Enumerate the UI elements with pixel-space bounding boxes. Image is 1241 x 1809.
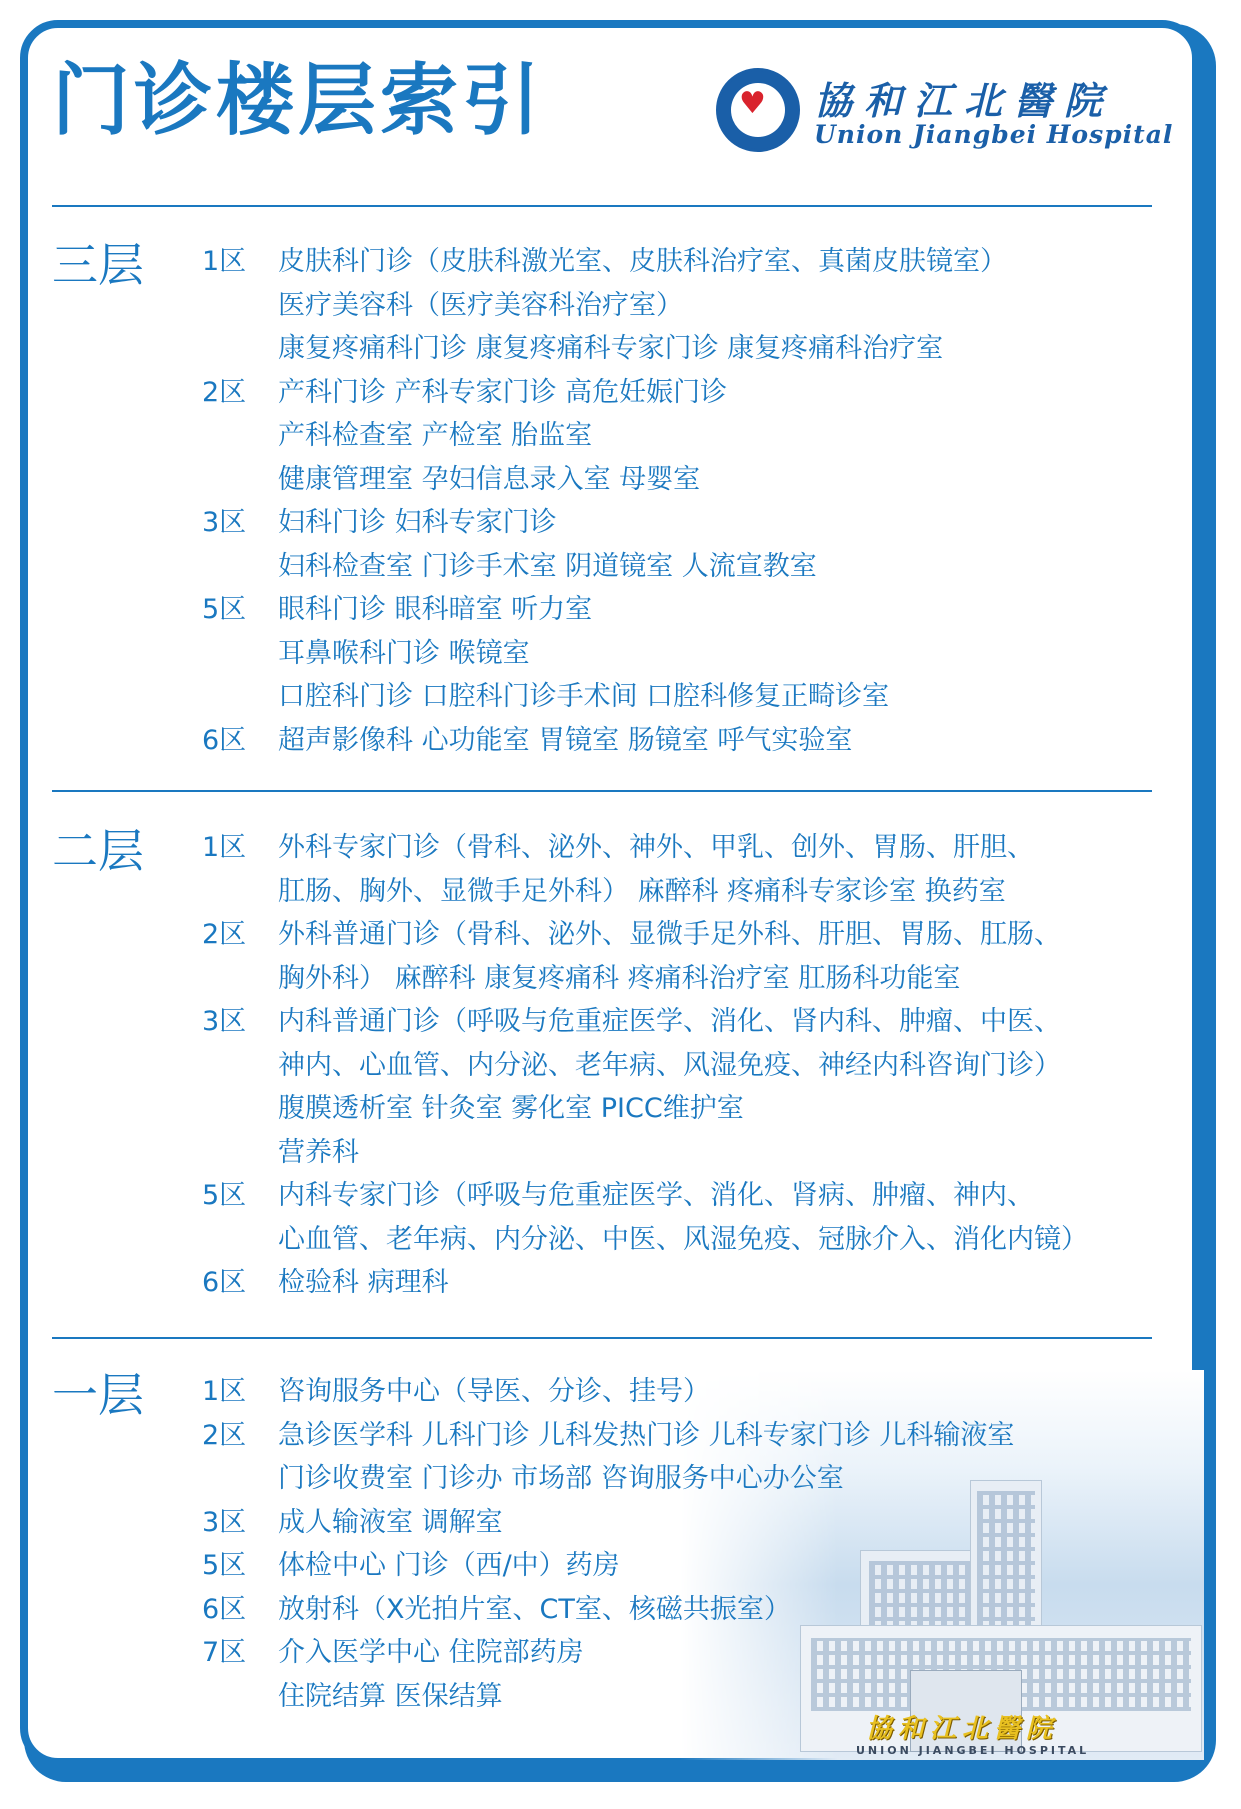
department-line: 产科检查室 产检室 胎监室 [278, 420, 593, 451]
floor-label: 二层 [52, 824, 144, 878]
department-line: 产科门诊 产科专家门诊 高危妊娠门诊 [278, 376, 728, 408]
heart-icon: ♥ [739, 86, 766, 121]
department-line: 体检中心 门诊（西/中）药房 [278, 1550, 620, 1581]
department-line: 神内、心血管、内分泌、老年病、风湿免疫、神经内科咨询门诊） [278, 1049, 1061, 1081]
zone-label: 7区 [202, 1637, 247, 1668]
department-line: 营养科 [278, 1136, 359, 1168]
department-line: 外科普通门诊（骨科、泌外、显微手足外科、肝胆、胃肠、肛肠、 [278, 919, 1061, 950]
department-line: 介入医学中心 住院部药房 [278, 1637, 584, 1668]
department-line: 口腔科门诊 口腔科门诊手术间 口腔科修复正畸诊室 [278, 681, 890, 712]
zone-label: 2区 [202, 919, 247, 950]
zone-label: 6区 [202, 1267, 247, 1298]
zone-label: 5区 [202, 594, 247, 625]
zone-label: 1区 [202, 246, 247, 277]
department-line: 眼科门诊 眼科暗室 听力室 [278, 594, 593, 625]
department-line: 外科专家门诊（骨科、泌外、神外、甲乳、创外、胃肠、肝胆、 [278, 832, 1034, 863]
department-line: 超声影像科 心功能室 胃镜室 肠镜室 呼气实验室 [278, 724, 853, 756]
department-line: 急诊医学科 儿科门诊 儿科发热门诊 儿科专家门诊 儿科输液室 [278, 1419, 1015, 1451]
zone-label: 3区 [202, 507, 247, 538]
department-line: 咨询服务中心（导医、分诊、挂号） [278, 1376, 710, 1407]
zone-label: 6区 [202, 724, 247, 756]
department-line: 内科专家门诊（呼吸与危重症医学、消化、肾病、肿瘤、神内、 [278, 1180, 1034, 1211]
department-line: 胸外科） 麻醉科 康复疼痛科 疼痛科治疗室 肛肠科功能室 [278, 962, 961, 994]
department-line: 医疗美容科（医疗美容科治疗室） [278, 289, 683, 321]
department-line: 住院结算 医保结算 [278, 1680, 503, 1712]
department-line: 成人输液室 调解室 [278, 1506, 503, 1538]
department-line: 妇科检查室 门诊手术室 阴道镜室 人流宣教室 [278, 550, 817, 582]
department-line: 耳鼻喉科门诊 喉镜室 [278, 637, 530, 669]
zone-label: 1区 [202, 1376, 247, 1407]
logo-english-name: Union Jiangbei Hospital [814, 120, 1174, 149]
department-line: 肛肠、胸外、显微手足外科） 麻醉科 疼痛科专家诊室 换药室 [278, 875, 1006, 907]
logo-chinese-name: 協和江北醫院 [814, 78, 1115, 123]
department-line: 检验科 病理科 [278, 1267, 449, 1298]
department-line: 腹膜透析室 针灸室 雾化室 PICC维护室 [278, 1093, 744, 1124]
floor-label: 三层 [52, 238, 144, 292]
divider [52, 790, 1152, 792]
divider [52, 205, 1152, 207]
divider [52, 1337, 1152, 1339]
department-line: 妇科门诊 妇科专家门诊 [278, 507, 557, 538]
floor-label: 一层 [52, 1368, 144, 1422]
department-line: 门诊收费室 门诊办 市场部 咨询服务中心办公室 [278, 1463, 844, 1494]
zone-label: 5区 [202, 1180, 247, 1211]
logo-badge-icon [716, 68, 800, 152]
zone-label: 3区 [202, 1506, 247, 1538]
zone-label: 5区 [202, 1550, 247, 1581]
department-line: 放射科（X光拍片室、CT室、核磁共振室） [278, 1593, 791, 1625]
building-sign: 協和江北醫院 [866, 1714, 1059, 1744]
zone-label: 2区 [202, 376, 247, 408]
zone-label: 1区 [202, 832, 247, 863]
building-sign-english: UNION JIANGBEI HOSPITAL [856, 1744, 1090, 1757]
zone-label: 6区 [202, 1593, 247, 1625]
zone-label: 3区 [202, 1006, 247, 1037]
department-line: 心血管、老年病、内分泌、中医、风湿免疫、冠脉介入、消化内镜） [278, 1223, 1088, 1255]
page-title: 门诊楼层索引 [52, 56, 545, 146]
hospital-logo [716, 62, 1174, 162]
zone-label: 2区 [202, 1419, 247, 1451]
department-line: 皮肤科门诊（皮肤科激光室、皮肤科治疗室、真菌皮肤镜室） [278, 246, 1007, 277]
department-line: 健康管理室 孕妇信息录入室 母婴室 [278, 463, 701, 495]
department-line: 康复疼痛科门诊 康复疼痛科专家门诊 康复疼痛科治疗室 [278, 333, 944, 364]
department-line: 内科普通门诊（呼吸与危重症医学、消化、肾内科、肿瘤、中医、 [278, 1006, 1061, 1037]
